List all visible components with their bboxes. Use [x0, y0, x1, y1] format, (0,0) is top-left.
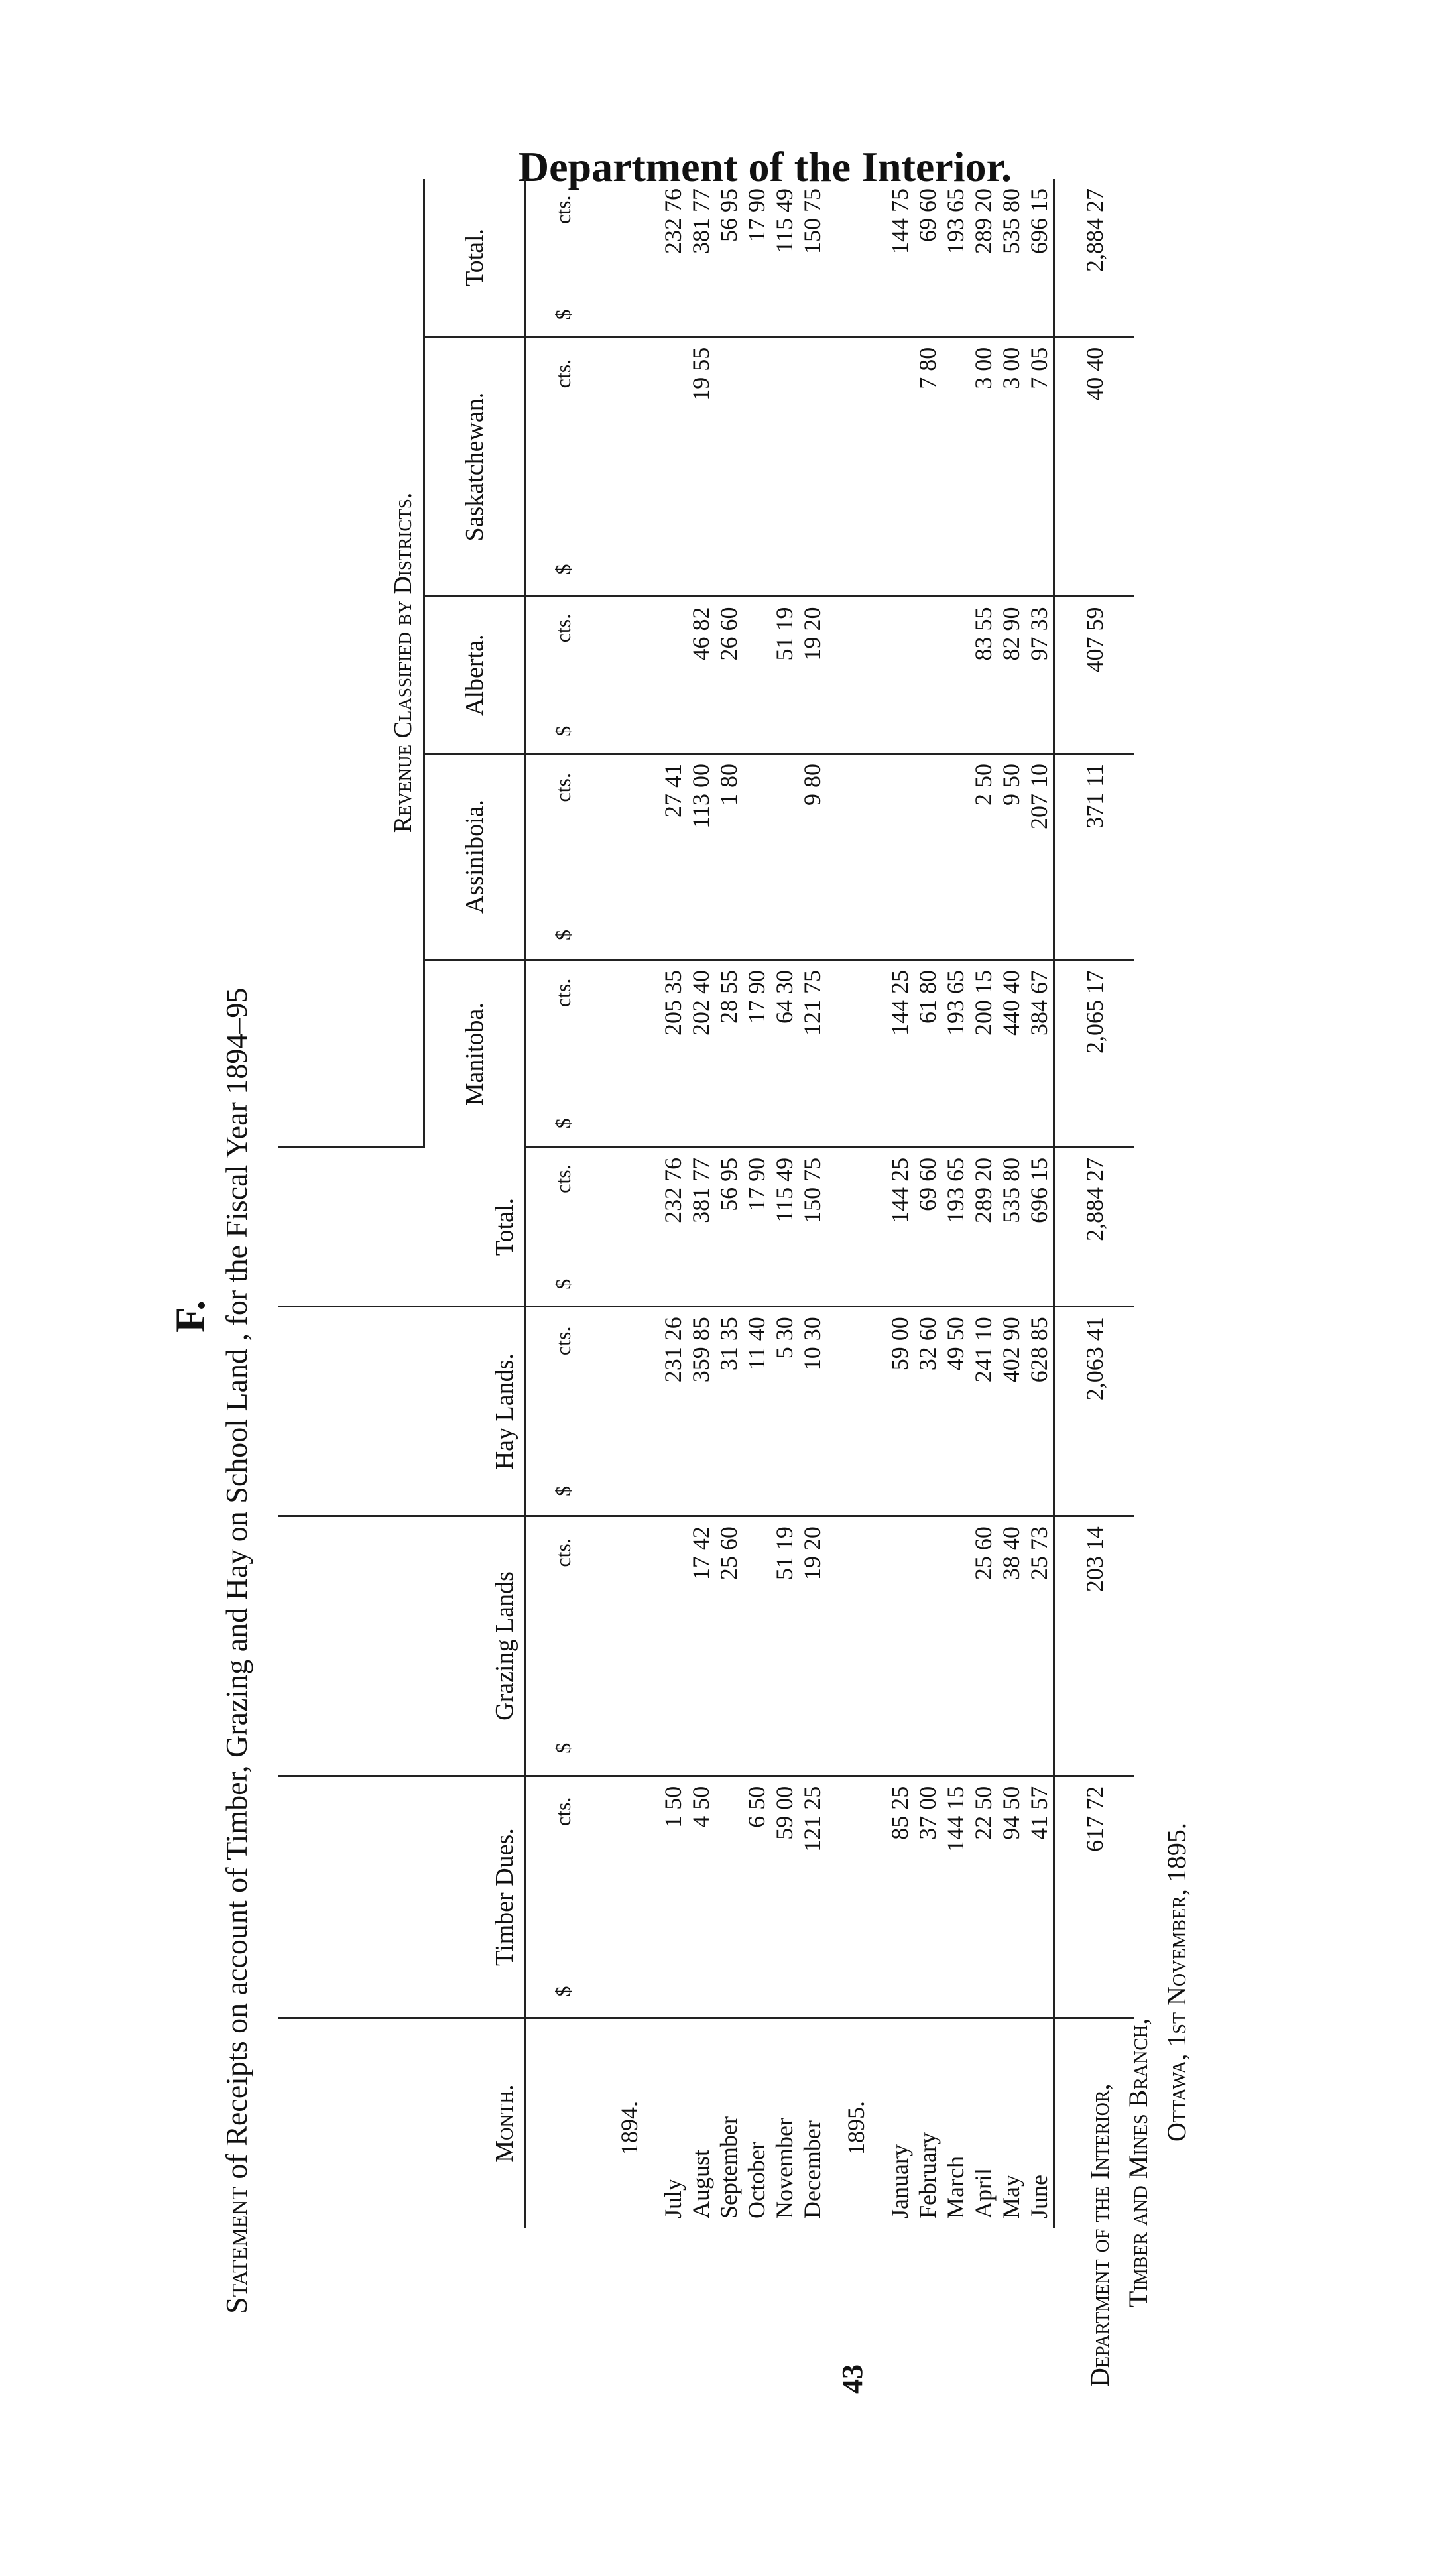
amount-cell: 69 60 — [914, 179, 941, 337]
amount-cell: 85 25 — [886, 1776, 914, 2018]
dollar-sign: $ — [550, 725, 575, 737]
empty-cell — [826, 179, 886, 337]
amount-cell: 19 55 — [687, 337, 715, 597]
empty-cell — [826, 1516, 886, 1776]
amount-cell: 97 33 — [1025, 597, 1054, 754]
amount-cell: 37 00 — [914, 1776, 941, 2018]
year-row — [599, 179, 659, 2228]
amount-cell — [941, 754, 969, 960]
col-alberta-header: Alberta. — [424, 597, 526, 754]
table-row — [798, 179, 826, 2228]
amount-cell: 232 76 — [659, 179, 687, 337]
col-grazing-header: Grazing Lands — [278, 1516, 526, 1776]
amount-cell: 51 19 — [770, 1516, 798, 1776]
amount-cell: 17 90 — [743, 1147, 770, 1306]
unit-cell — [526, 597, 600, 754]
month-label: March — [942, 2156, 969, 2218]
amount-cell: 1 80 — [715, 754, 743, 960]
empty-cell — [826, 960, 886, 1148]
amount-cell: 19 20 — [798, 1516, 826, 1776]
amount-cell: 115 49 — [770, 1147, 798, 1306]
unit-cell-month — [526, 2018, 600, 2228]
amount-cell: 26 60 — [715, 597, 743, 754]
amount-cell: 82 90 — [997, 597, 1025, 754]
unit-cell — [526, 1307, 600, 1516]
amount-cell: 64 30 — [770, 960, 798, 1148]
amount-cell: 381 77 — [687, 179, 715, 337]
amount-cell — [659, 597, 687, 754]
amount-cell — [886, 597, 914, 754]
amount-cell: 231 26 — [659, 1307, 687, 1516]
amount-cell: 207 10 — [1025, 754, 1054, 960]
year-label: 1895. — [843, 2101, 869, 2155]
month-cell — [715, 2018, 743, 2228]
cents-label: cts. — [550, 1164, 575, 1193]
amount-cell: 121 25 — [798, 1776, 826, 2018]
dollar-sign: $ — [550, 1485, 575, 1496]
amount-cell: 94 50 — [997, 1776, 1025, 2018]
empty-cell — [826, 754, 886, 960]
total-cell: 407 59 — [1054, 597, 1135, 754]
month-label: September — [715, 2116, 742, 2218]
table-body — [526, 179, 1135, 2228]
amount-cell: 46 82 — [687, 597, 715, 754]
month-label: June — [1026, 2175, 1052, 2218]
dollar-sign: $ — [550, 1986, 575, 1997]
month-cell — [997, 2018, 1025, 2228]
cents-label: cts. — [550, 359, 575, 389]
table-row — [715, 179, 743, 2228]
total-cell: 371 11 — [1054, 754, 1135, 960]
amount-cell: 61 80 — [914, 960, 941, 1148]
amount-cell: 83 55 — [969, 597, 997, 754]
amount-cell — [770, 337, 798, 597]
amount-cell: 4 50 — [687, 1776, 715, 2018]
statement-title — [219, 192, 254, 2314]
cents-label: cts. — [550, 613, 575, 643]
month-label: July — [660, 2178, 686, 2218]
col-saskatchewan-header: Saskatchewan. — [424, 337, 526, 597]
amount-cell — [914, 597, 941, 754]
dollar-sign: $ — [550, 309, 575, 320]
empty-cell — [599, 597, 659, 754]
amount-cell — [659, 1516, 687, 1776]
col-manitoba-header: Manitoba. — [424, 960, 526, 1148]
page-header: Department of the Interior. — [518, 143, 1012, 190]
amount-cell — [886, 337, 914, 597]
year-label: 1894. — [616, 2101, 642, 2155]
title-rest: of Receipts on account of Timber, Grazing and Hay on School Land , for the Fiscal Year 1894–95 — [219, 987, 253, 2187]
total-cell: 2,884 27 — [1054, 1147, 1135, 1306]
amount-cell: 193 65 — [941, 1147, 969, 1306]
amount-cell: 232 76 — [659, 1147, 687, 1306]
total-cell: 40 40 — [1054, 337, 1135, 597]
amount-cell: 56 95 — [715, 179, 743, 337]
amount-cell — [798, 337, 826, 597]
amount-cell: 384 67 — [1025, 960, 1054, 1148]
amount-cell: 17 90 — [743, 179, 770, 337]
empty-cell — [599, 1307, 659, 1516]
amount-cell: 59 00 — [770, 1776, 798, 2018]
amount-cell: 205 35 — [659, 960, 687, 1148]
amount-cell: 10 30 — [798, 1307, 826, 1516]
amount-cell: 193 65 — [941, 179, 969, 337]
amount-cell: 144 75 — [886, 179, 914, 337]
unit-cell — [526, 1516, 600, 1776]
month-cell — [659, 2018, 687, 2228]
footer-line-2: Timber and Mines Branch, — [1123, 2018, 1153, 2307]
appendix-letter: F. — [166, 1300, 213, 1333]
amount-cell — [743, 754, 770, 960]
amount-cell — [743, 337, 770, 597]
empty-cell — [599, 337, 659, 597]
amount-cell — [715, 337, 743, 597]
month-cell — [743, 2018, 770, 2228]
empty-cell — [599, 960, 659, 1148]
amount-cell — [743, 597, 770, 754]
footer-signature — [1081, 1823, 1196, 2387]
unit-cell — [526, 179, 600, 337]
total-cell: 203 14 — [1054, 1516, 1135, 1776]
col-month-header: Month. — [278, 2018, 526, 2228]
empty-cell — [599, 1147, 659, 1306]
unit-cell — [526, 754, 600, 960]
amount-cell: 628 85 — [1025, 1307, 1054, 1516]
cents-label: cts. — [550, 773, 575, 802]
amount-cell: 202 40 — [687, 960, 715, 1148]
amount-cell: 289 20 — [969, 179, 997, 337]
amount-cell: 17 90 — [743, 960, 770, 1148]
page-number: 43 — [836, 2364, 869, 2394]
title-lead: Statement — [219, 2187, 253, 2314]
amount-cell: 56 95 — [715, 1147, 743, 1306]
amount-cell: 289 20 — [969, 1147, 997, 1306]
amount-cell: 9 80 — [798, 754, 826, 960]
footer-line-1: Department of the Interior, — [1085, 2083, 1115, 2387]
amount-cell: 25 60 — [969, 1516, 997, 1776]
amount-cell: 19 20 — [798, 597, 826, 754]
amount-cell: 3 00 — [969, 337, 997, 597]
amount-cell: 696 15 — [1025, 179, 1054, 337]
amount-cell: 402 90 — [997, 1307, 1025, 1516]
amount-cell — [770, 754, 798, 960]
amount-cell: 49 50 — [941, 1307, 969, 1516]
empty-cell — [599, 1776, 659, 2018]
amount-cell: 7 05 — [1025, 337, 1054, 597]
table-row — [743, 179, 770, 2228]
year-row — [826, 179, 886, 2228]
unit-row — [526, 179, 600, 2228]
amount-cell: 6 50 — [743, 1776, 770, 2018]
table-row — [969, 179, 997, 2228]
amount-cell — [659, 337, 687, 597]
amount-cell: 41 57 — [1025, 1776, 1054, 2018]
empty-cell — [599, 754, 659, 960]
empty-cell — [826, 1307, 886, 1516]
cents-label: cts. — [550, 1797, 575, 1827]
amount-cell: 440 40 — [997, 960, 1025, 1148]
amount-cell: 193 65 — [941, 960, 969, 1148]
amount-cell — [743, 1516, 770, 1776]
empty-cell — [599, 1516, 659, 1776]
table-row — [659, 179, 687, 2228]
dollar-sign: $ — [550, 1278, 575, 1290]
rotated-statement — [152, 139, 1280, 2394]
amount-cell: 11 40 — [743, 1307, 770, 1516]
total-cell: 617 72 — [1054, 1776, 1135, 2018]
month-cell — [770, 2018, 798, 2228]
table-row — [687, 179, 715, 2228]
dollar-sign: $ — [550, 930, 575, 941]
unit-cell — [526, 1776, 600, 2018]
amount-cell: 359 85 — [687, 1307, 715, 1516]
cents-label: cts. — [550, 978, 575, 1008]
amount-cell: 144 25 — [886, 1147, 914, 1306]
month-cell — [941, 2018, 969, 2228]
cents-label: cts. — [550, 1326, 575, 1356]
month-label: October — [743, 2142, 770, 2218]
amount-cell: 7 80 — [914, 337, 941, 597]
footer-line-3: Ottawa, 1st November, 1895. — [1162, 1823, 1191, 2142]
col-timber-header: Timber Dues. — [278, 1776, 526, 2018]
unit-cell — [526, 960, 600, 1148]
table-row — [770, 179, 798, 2228]
amount-cell: 69 60 — [914, 1147, 941, 1306]
table-row — [1025, 179, 1054, 2228]
amount-cell — [886, 1516, 914, 1776]
dollar-sign: $ — [550, 1742, 575, 1754]
month-cell — [914, 2018, 941, 2228]
amount-cell — [715, 1776, 743, 2018]
amount-cell: 144 15 — [941, 1776, 969, 2018]
super-header-row — [278, 179, 424, 2228]
month-cell — [886, 2018, 914, 2228]
table-row — [997, 179, 1025, 2228]
month-cell — [687, 2018, 715, 2228]
month-cell — [798, 2018, 826, 2228]
amount-cell: 27 41 — [659, 754, 687, 960]
amount-cell: 25 60 — [715, 1516, 743, 1776]
amount-cell — [914, 754, 941, 960]
amount-cell: 28 55 — [715, 960, 743, 1148]
amount-cell: 150 75 — [798, 179, 826, 337]
amount-cell: 535 80 — [997, 1147, 1025, 1306]
amount-cell: 3 00 — [997, 337, 1025, 597]
amount-cell: 5 30 — [770, 1307, 798, 1516]
unit-cell — [526, 1147, 600, 1306]
amount-cell: 200 15 — [969, 960, 997, 1148]
month-label: August — [688, 2149, 714, 2218]
amount-cell: 144 25 — [886, 960, 914, 1148]
month-label: February — [914, 2132, 941, 2218]
amount-cell — [914, 1516, 941, 1776]
total-cell: 2,065 17 — [1054, 960, 1135, 1148]
col-assiniboia-header: Assiniboia. — [424, 754, 526, 960]
total-cell: 2,884 27 — [1054, 179, 1135, 337]
dollar-sign: $ — [550, 564, 575, 575]
amount-cell: 31 35 — [715, 1307, 743, 1516]
amount-cell: 59 00 — [886, 1307, 914, 1516]
amount-cell: 121 75 — [798, 960, 826, 1148]
amount-cell: 38 40 — [997, 1516, 1025, 1776]
amount-cell: 115 49 — [770, 179, 798, 337]
empty-cell — [599, 179, 659, 337]
month-label: January — [886, 2144, 913, 2218]
amount-cell: 535 80 — [997, 179, 1025, 337]
amount-cell: 150 75 — [798, 1147, 826, 1306]
amount-cell: 113 00 — [687, 754, 715, 960]
total-cell: 2,063 41 — [1054, 1307, 1135, 1516]
amount-cell: 241 10 — [969, 1307, 997, 1516]
month-label: April — [970, 2168, 997, 2218]
empty-cell — [826, 337, 886, 597]
month-label: December — [799, 2120, 825, 2218]
amount-cell: 381 77 — [687, 1147, 715, 1306]
empty-cell — [826, 1147, 886, 1306]
amount-cell: 22 50 — [969, 1776, 997, 2018]
empty-cell — [826, 597, 886, 754]
month-label: November — [771, 2118, 798, 2218]
districts-super-header: Revenue Classified by Districts. — [278, 179, 424, 1147]
table-row — [914, 179, 941, 2228]
col-hay-header: Hay Lands. — [278, 1307, 526, 1516]
col-total-header: Total. — [278, 1147, 526, 1306]
unit-cell — [526, 337, 600, 597]
cents-label: cts. — [550, 1538, 575, 1567]
amount-cell: 696 15 — [1025, 1147, 1054, 1306]
month-label: May — [998, 2175, 1024, 2218]
amount-cell: 1 50 — [659, 1776, 687, 2018]
amount-cell: 2 50 — [969, 754, 997, 960]
empty-cell — [826, 1776, 886, 2018]
table-row — [941, 179, 969, 2228]
amount-cell — [886, 754, 914, 960]
month-cell — [1025, 2018, 1054, 2228]
amount-cell: 9 50 — [997, 754, 1025, 960]
amount-cell: 25 73 — [1025, 1516, 1054, 1776]
amount-cell: 17 42 — [687, 1516, 715, 1776]
col-district-total-header: Total. — [424, 179, 526, 337]
amount-cell — [941, 597, 969, 754]
cents-label: cts. — [550, 195, 575, 224]
dollar-sign: $ — [550, 1118, 575, 1129]
table-row — [886, 179, 914, 2228]
receipts-table — [278, 179, 1134, 2228]
amount-cell — [941, 337, 969, 597]
amount-cell — [941, 1516, 969, 1776]
month-cell — [969, 2018, 997, 2228]
amount-cell: 32 60 — [914, 1307, 941, 1516]
amount-cell: 51 19 — [770, 597, 798, 754]
